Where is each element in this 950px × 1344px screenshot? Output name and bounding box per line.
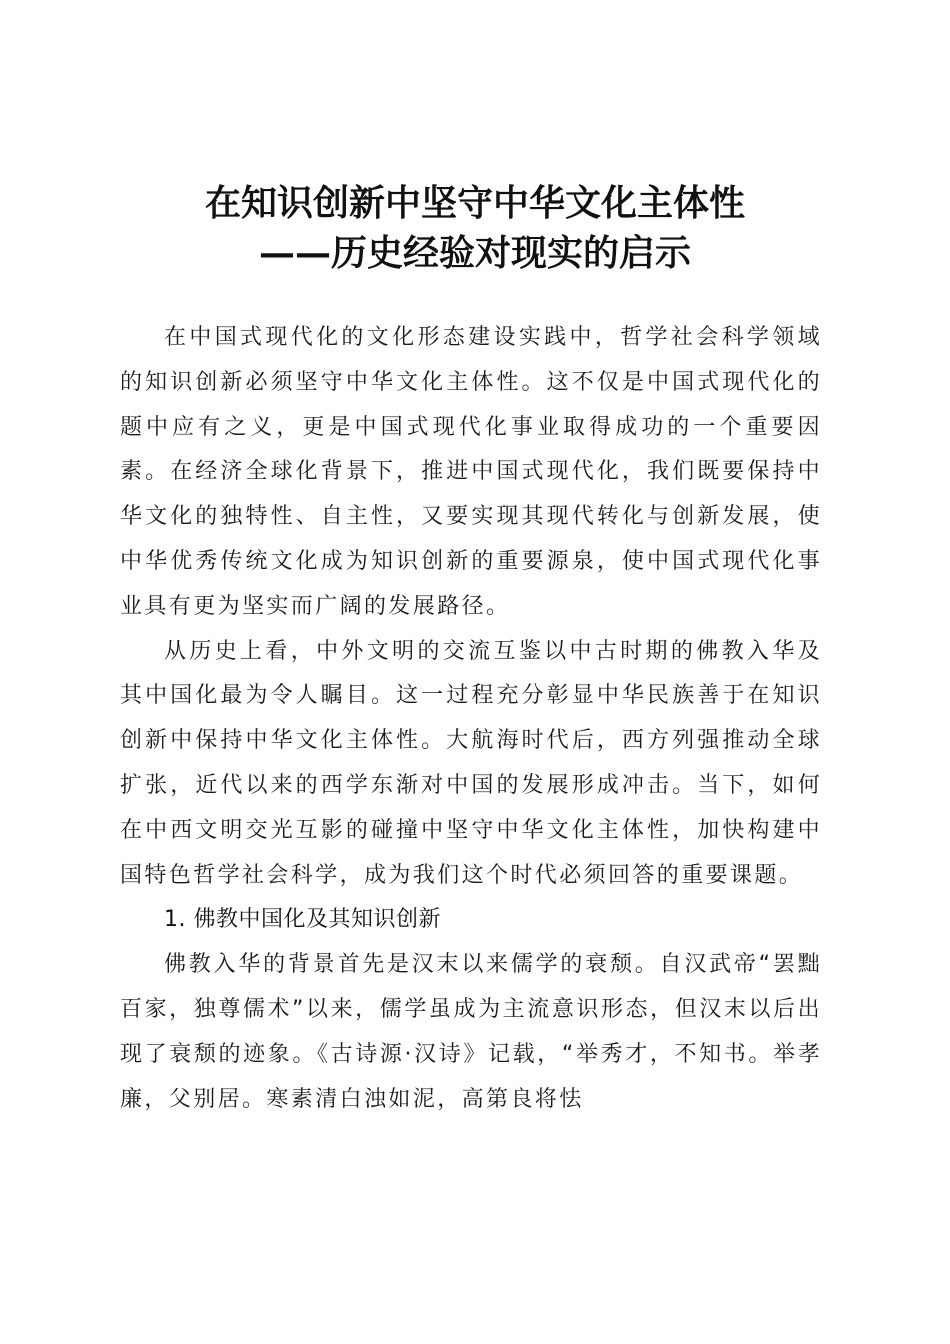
paragraph-intro: 在中国式现代化的文化形态建设实践中，哲学社会科学领域的知识创新必须坚守中华文化主体性。这不仅是中国式现代化的题中应有之义，更是中国式现代化事业取得成功的一个重要因素。在经济全球化背景下，推进中国式现代化，我们既要保持中华文化的独特性、自主性，又要实现其现代转化与创新发展，使中华优秀传统文化成为知识创新的重要源泉，使中国式现代化事业具有更为坚实而广阔的发展路径。 xyxy=(120,325,822,619)
section-heading: 1. 佛教中国化及其知识创新 xyxy=(164,907,441,933)
document-body xyxy=(120,316,822,1122)
paragraph-section-1: 佛教入华的背景首先是汉末以来儒学的衰颓。自汉武帝“罢黜百家，独尊儒术”以来，儒学虽成为主流意识形态，但汉末以后出现了衰颓的迹象。《古诗源·汉诗》记载，“举秀才，不知书。举孝廉，父别居。寒素清白浊如泥，高第良将怯 xyxy=(120,952,822,1112)
document-title xyxy=(0,178,950,278)
title-subtitle: ——历史经验对现实的启示 xyxy=(258,232,691,274)
title-main: 在知识创新中坚守中华文化主体性 xyxy=(204,182,745,224)
paragraph-history: 从历史上看，中外文明的交流互鉴以中古时期的佛教入华及其中国化最为令人瞩目。这一过程充分彰显中华民族善于在知识创新中保持中华文化主体性。大航海时代后，西方列强推动全球扩张，近代以来的西学东渐对中国的发展形成冲击。当下，如何在中西文明交光互影的碰撞中坚守中华文化主体性，加快构建中国特色哲学社会科学，成为我们这个时代必须回答的重要课题。 xyxy=(120,638,822,888)
